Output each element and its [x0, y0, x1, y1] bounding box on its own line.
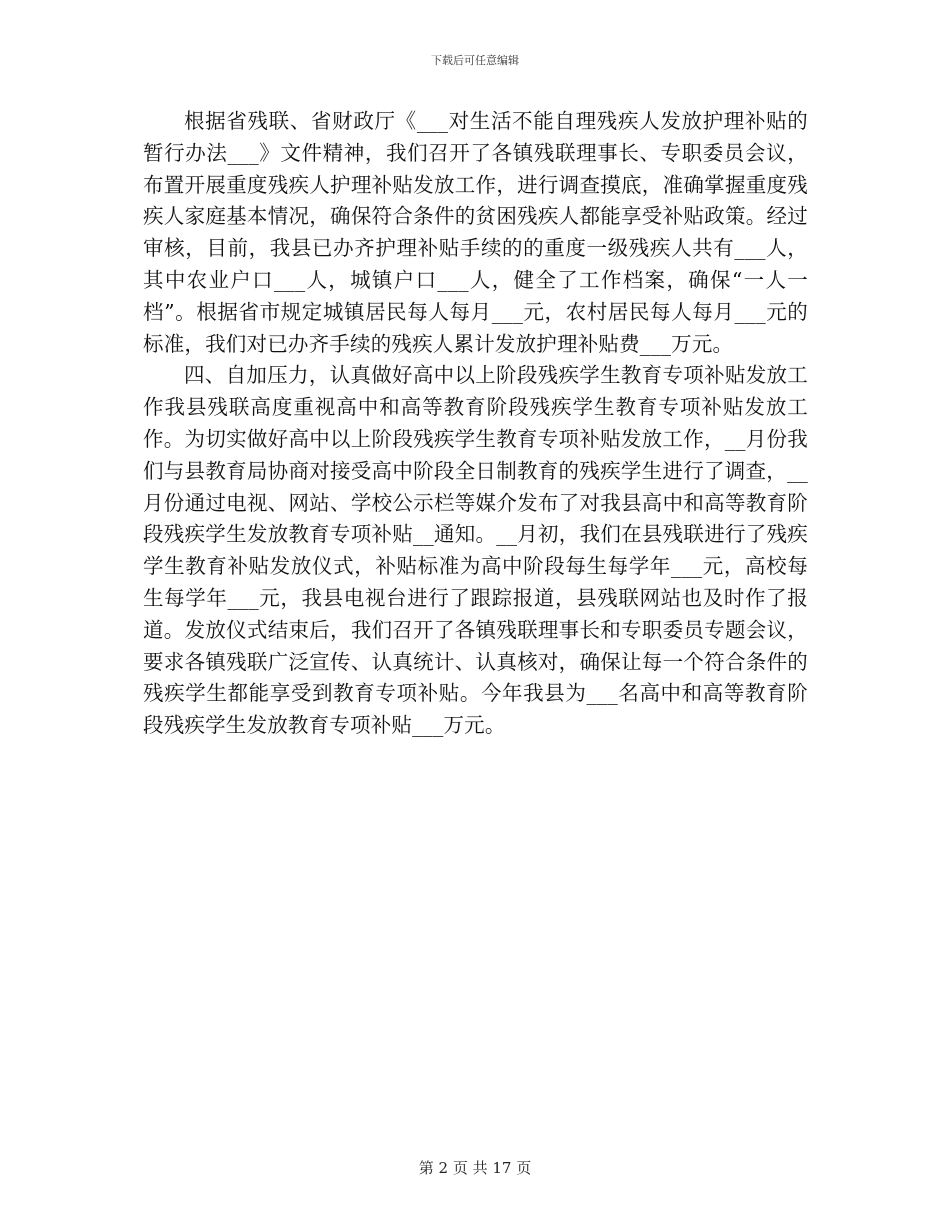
page-header: 下载后可任意编辑 [431, 54, 519, 67]
paragraph-education-subsidy: 四、自加压力，认真做好高中以上阶段残疾学生教育专项补贴发放工作我县残联高度重视高中和高等教育阶段残疾学生教育专项补贴发放工作。为切实做好高中以上阶段残疾学生教育专项补贴发放工作，__月份我们与县教育局协商对接受高中阶段全日制教育的残疾学生进行了调查，__月份通过电视、网站、学校公示栏等媒介发布了对我县高中和高等教育阶段残疾学生发放教育专项补贴__通知。__月初，我们在县残联进行了残疾学生教育补贴发放仪式，补贴标准为高中阶段每生每学年___元，高校每生每学年___元，我县电视台进行了跟踪报道，县残联网站也及时作了报道。发放仪式结束后，我们召开了各镇残联理事长和专职委员专题会议，要求各镇残联广泛宣传、认真统计、认真核对，确保让每一个符合条件的残疾学生都能享受到教育专项补贴。今年我县为___名高中和高等教育阶段残疾学生发放教育专项补贴___万元。 [143, 363, 808, 738]
document-body [143, 106, 808, 742]
paragraph-nursing-subsidy: 根据省残联、省财政厅《___对生活不能自理残疾人发放护理补贴的暂行办法___》文件精神，我们召开了各镇残联理事长、专职委员会议，布置开展重度残疾人护理补贴发放工作，进行调查摸底，准确掌握重度残疾人家庭基本情况，确保符合条件的贫困残疾人都能享受补贴政策。经过审核，目前，我县已办齐护理补贴手续的的重度一级残疾人共有___人，其中农业户口___人，城镇户口___人，健全了工作档案，确保“一人一档”。根据省市规定城镇居民每人每月___元，农村居民每人每月___元的标准，我们对已办齐手续的残疾人累计发放护理补贴费___万元。 [143, 109, 808, 356]
page-number: 第 2 页 共 17 页 [418, 1159, 532, 1177]
